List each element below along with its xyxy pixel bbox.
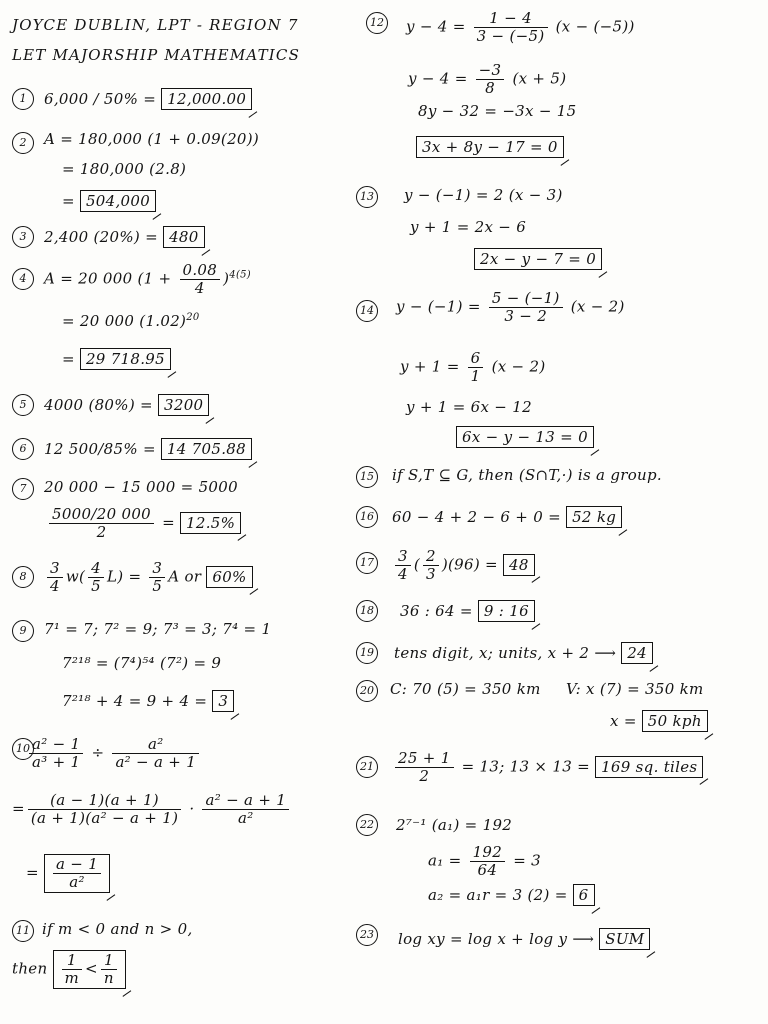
- q5-answer: 3200: [158, 394, 209, 416]
- q2-line-1: A = 180,000 (1 + 0.09(20)): [44, 130, 260, 148]
- q20-answer: 50 kph: [642, 710, 708, 732]
- q17-answer: 48: [503, 554, 535, 576]
- author-line: JOYCE DUBLIN, LPT - REGION 7: [12, 16, 299, 34]
- q14-answer: 6x − y − 13 = 0: [456, 426, 594, 448]
- q21-answer: 169 sq. tiles: [595, 756, 703, 778]
- q4-exponent: 4(5): [229, 269, 252, 281]
- q20-van: V: x (7) = 350 km: [566, 680, 704, 698]
- q7-fraction: $\frac{5000/20 000}{2}$: [49, 506, 154, 541]
- item-number: 15: [356, 466, 378, 488]
- item-number: 23: [356, 924, 378, 946]
- q10-answer: $\frac{a - 1}{\text{a²}}$: [44, 854, 110, 893]
- item-number: 4: [12, 268, 34, 290]
- q22-line-1: 2⁷⁻¹ (a₁) = 192: [396, 816, 513, 834]
- q23-answer: SUM: [599, 928, 650, 950]
- q9-line-1: 7¹ = 7; 7² = 9; 7³ = 3; 7⁴ = 1: [44, 620, 272, 638]
- q9-line-2: 7²¹⁸ = (7⁴)⁵⁴ (7²) = 9: [62, 654, 222, 672]
- q22-answer: 6: [573, 884, 595, 906]
- q9-answer: 3: [212, 690, 234, 712]
- item-number: 9: [12, 620, 34, 642]
- q12-answer: 3x + 8y − 17 = 0: [416, 136, 564, 158]
- q8-answer: 60%: [206, 566, 252, 588]
- item-number: 14: [356, 300, 378, 322]
- q15-text: if S,T ⊆ G, then (S∩T,·) is a group.: [392, 466, 662, 484]
- item-number: 16: [356, 506, 378, 528]
- q2-equals: =: [62, 192, 75, 210]
- item-number: 12: [366, 12, 388, 34]
- q7-answer: 12.5%: [180, 512, 241, 534]
- item-number: 11: [12, 920, 34, 942]
- q7-line-1: 20 000 − 15 000 = 5000: [44, 478, 238, 496]
- item-number: 5: [12, 394, 34, 416]
- q11-answer: $\frac{1}{m}$ < $\frac{1}{n}$: [53, 950, 126, 989]
- item-number: 21: [356, 756, 378, 778]
- q1-answer: 12,000.00: [161, 88, 252, 110]
- q1-expression: 6,000 / 50% =: [44, 90, 157, 108]
- q4-line-1a: A = 20 000 (1 +: [44, 269, 172, 288]
- item-number: 3: [12, 226, 34, 248]
- item-number: 19: [356, 642, 378, 664]
- item-number: 8: [12, 566, 34, 588]
- q19-answer: 24: [621, 642, 653, 664]
- item-number: 18: [356, 600, 378, 622]
- q20-car: C: 70 (5) = 350 km: [390, 680, 541, 698]
- q6-answer: 14 705.88: [161, 438, 252, 460]
- q2-line-2: = 180,000 (2.8): [62, 160, 187, 178]
- q14-line-3: y + 1 = 6x − 12: [406, 398, 532, 416]
- item-number: 22: [356, 814, 378, 836]
- q12-line-3: 8y − 32 = −3x − 15: [418, 102, 577, 120]
- q13-line-1: y − (−1) = 2 (x − 3): [404, 186, 563, 204]
- item-number: 2: [12, 132, 34, 154]
- q4-fraction: $\frac{0.08}{4}$: [180, 262, 221, 297]
- q4-line-2: = 20 000 (1.02): [62, 312, 187, 330]
- q5-expression: 4000 (80%) =: [44, 396, 153, 414]
- q6-expression: 12 500/85% =: [44, 440, 156, 458]
- q3-expression: 2,400 (20%) =: [44, 228, 158, 246]
- q4-answer: 29 718.95: [80, 348, 171, 370]
- q9-line-3: 7²¹⁸ + 4 = 9 + 4 =: [62, 692, 208, 710]
- q13-answer: 2x − y − 7 = 0: [474, 248, 602, 270]
- item-number: 20: [356, 680, 378, 702]
- item-number: 6: [12, 438, 34, 460]
- subject-line: LET MAJORSHIP MATHEMATICS: [12, 46, 301, 64]
- q2-answer: 504,000: [80, 190, 156, 212]
- item-number: 7: [12, 478, 34, 500]
- q13-line-2: y + 1 = 2x − 6: [410, 218, 527, 236]
- item-number: 1: [12, 88, 34, 110]
- q18-answer: 9 : 16: [478, 600, 535, 622]
- q3-answer: 480: [163, 226, 205, 248]
- q16-answer: 52 kg: [566, 506, 622, 528]
- item-number: 13: [356, 186, 378, 208]
- q11-line-1: if m < 0 and n > 0,: [42, 920, 193, 938]
- item-number: 10: [12, 738, 34, 760]
- answer-sheet: JOYCE DUBLIN, LPT - REGION 7 LET MAJORSHIP MATHEMATICS 1 6,000 / 50% = 12,000.00 2 A = 180,000 (1 + 0.09(20)) = 180,000 (2.8) = 504,000 3 2,400 (20%) = 480 4 A = 20 000 (1 + $\frac{0.08}{4}$ )$^{4(5)}$ = 20 000 $(1.02)^{20}$ = 29 718.95 5 4000 (80%) = 3200 6 12 500/85% = 14 705.88 7 20 000 − 15 000 = 5000 $\frac{5000/20 000}{2}$ = 12.5% 8 $\frac{3}{4}$ w( $\frac{4}{5}$ L) = $\frac{3}{5}$ A or 60% 9 7¹ = 7; 7² = 9; 7³ = 3; 7⁴ = 1 7²¹⁸ = (7⁴)⁵⁴ (7²) = 9 7²¹⁸ + 4 = 9 + 4 = 3 10 $\frac{\text{a² − 1}}{\text{a³ + 1}}$ ÷ $\frac{\text{a²}}{\text{a² − a + 1}}$ = $\frac{(a - 1)(a + 1)}{\text{(a + 1)(a² − a + 1)}}$ · $\frac{\text{a² − a + 1}}{\text{a²}}$ = $\frac{a - 1}{\text{a²}}$ 11 if m < 0 and n > 0, then $\frac{1}{m}$ < $\frac{1}{n}$ 12 y − 4 = $\frac{1 - 4}{3 - (-5)}$ (x − (−5)) y − 4 = $\frac{-3}{8}$ (x + 5) 8y − 32 = −3x − 15 3x + 8y − 17 = 0 13 y − (−1) = 2 (x − 3) y + 1 = 2x − 6 2x − y − 7 = 0 14 y − (−1) = $\frac{5 - (-1)}{3 - 2}$ (x − 2) y + 1 = $\frac{6}{1}$ (x − 2) y + 1 = 6x − 12 6x − y − 13 = 0 15 if S,T ⊆ G, then (S∩T,·) is a group. 16 60 − 4 + 2 − 6 + 0 = 52 kg 17 $\frac{3}{4}$ ( $\frac{2}{3}$ )(96) = 48 18 36 : 64 = 9 : 16 19 tens digit, x; units, x + 2 ⟶ 24 20 C: 70 (5) = 350 km V: x (7) = 350 km x = 50 kph 21 $\frac{25 + 1}{2}$ = 13; 13 × 13 = 169 sq. tiles 22 2⁷⁻¹ (a₁) = 192 a₁ = $\frac{192}{64}$ = 3 a₂ = a₁r = 3 (2) = 6 23 log xy = log x + log y ⟶ SUM: [0, 0, 768, 1024]
- item-number: 17: [356, 552, 378, 574]
